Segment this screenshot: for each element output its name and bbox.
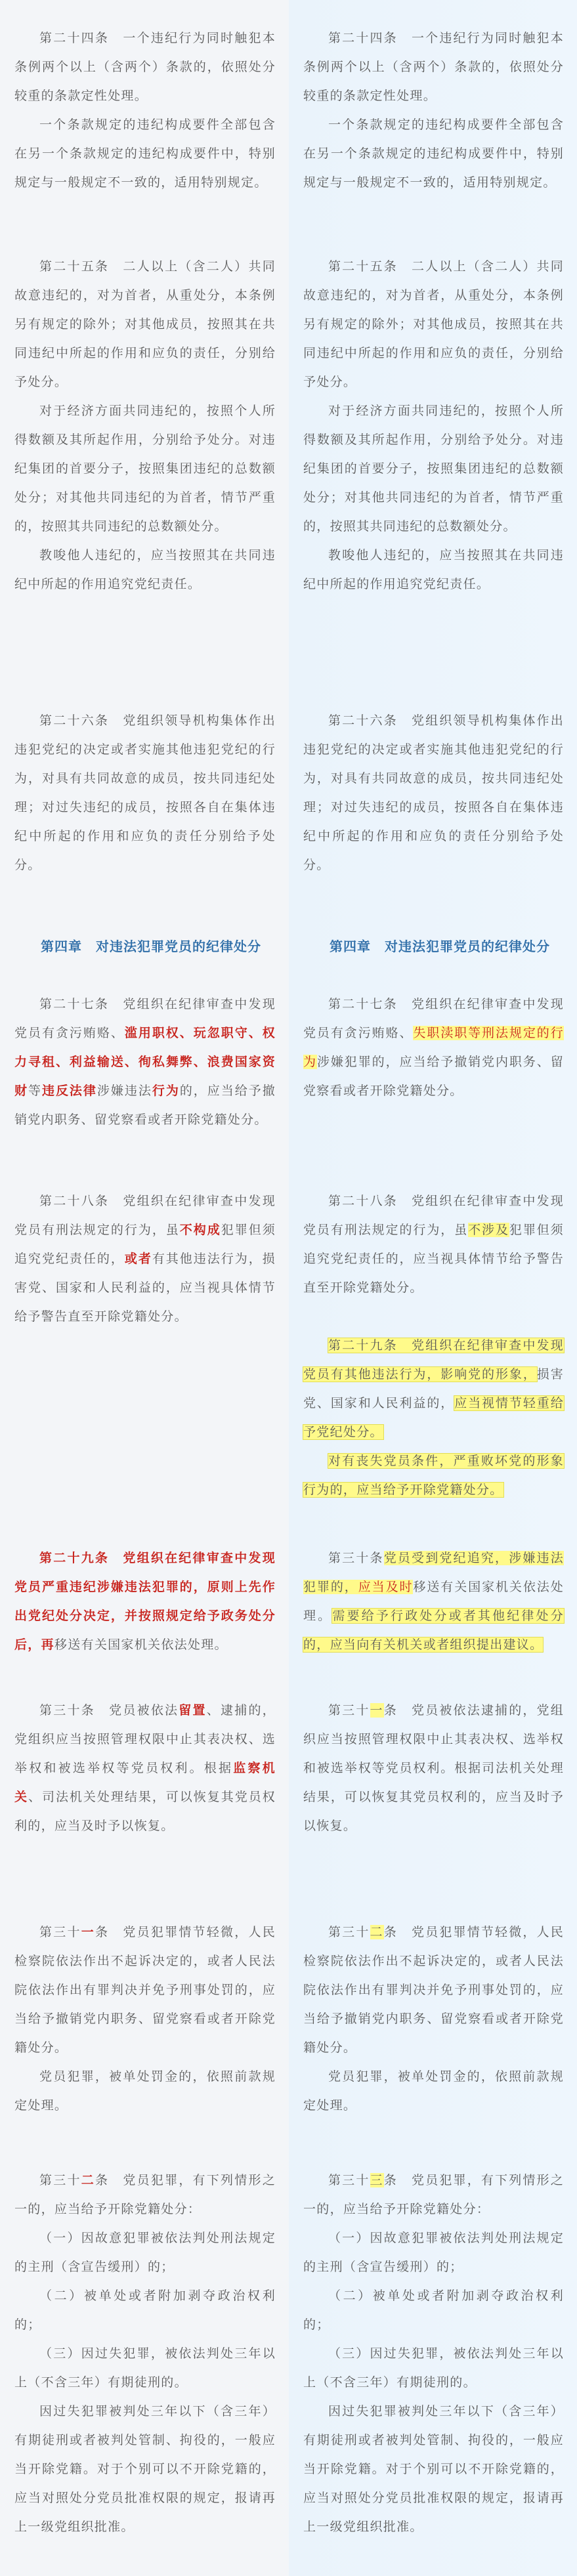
paragraph: 第二十四条 一个违纪行为同时触犯本条例两个以上（含两个）条款的，依照处分较重的条款定性处理。: [303, 31, 564, 103]
article-29: [14, 1544, 276, 1659]
chapter-4-heading-block: [303, 932, 564, 961]
article-32: [303, 1918, 564, 2120]
paragraph: 教唆他人违纪的，应当按照其在共同违纪中所起的作用追究党纪责任。: [14, 548, 276, 591]
paragraph: [303, 1918, 564, 2062]
highlighted-text: 需要给予行政处分或者其他纪律处分的，应当向有关机关或者组织提出建议。: [303, 1609, 564, 1652]
article-29: [303, 1331, 564, 1504]
text-run: 条 党员犯罪，有下列情形之一的，应当给予开除党籍处分：: [303, 2173, 564, 2216]
article-30: [303, 1544, 564, 1659]
highlighted-text: 应当及时: [358, 1580, 414, 1594]
article-33: [303, 2166, 564, 2541]
paragraph: 一个条款规定的违纪构成要件全部包含在另一个条款规定的违纪构成要件中，特别规定与一般规定不一致的，适用特别规定。: [14, 117, 276, 190]
added-text: 不构成: [179, 1223, 221, 1237]
changed-number: 一: [81, 1925, 95, 1939]
paragraph: 教唆他人违纪的，应当按照其在共同违纪中所起的作用追究党纪责任。: [303, 548, 564, 591]
article-28: [14, 1187, 276, 1331]
paragraph: 第二十四条 一个违纪行为同时触犯本条例两个以上（含两个）条款的，依照处分较重的条款定性处理。: [14, 31, 276, 103]
highlighted-text: 第二十九条 党组织在纪律审查中发现党员有其他违法行为，影响党的形象，: [303, 1338, 564, 1382]
paragraph: [303, 2166, 564, 2224]
article-28: [303, 1187, 564, 1302]
added-text: 滥用职权、玩忽职守、权力寻租、利益输送、徇私舞弊、浪费国家资财: [14, 1026, 276, 1098]
paragraph: 因过失犯罪被判处三年以下（含三年）有期徒刑或者被判处管制、拘役的，一般应当开除党籍。对于个别可以不开除党籍的，应当对照处分党员批准权限的规定，报请再上一级党组织批准。: [303, 2404, 564, 2534]
list-item: （一）因故意犯罪被依法判处刑法规定的主刑（含宣告缓刑）的；: [14, 2231, 276, 2274]
paragraph: [14, 1187, 276, 1331]
text-run: 第三十: [328, 1925, 370, 1939]
paragraph: 因过失犯罪被判处三年以下（含三年）有期徒刑或者被判处管制、拘役的，一般应当开除党籍。对于个别可以不开除党籍的，应当对照处分党员批准权限的规定，报请再上一级党组织批准。: [14, 2404, 276, 2534]
right-column: [289, 0, 577, 2576]
paragraph: [303, 1331, 564, 1446]
added-text: 行为: [152, 1084, 180, 1098]
paragraph: [303, 1544, 564, 1659]
highlighted-text: 应当视情节轻重给予党纪处分。: [303, 1396, 564, 1439]
text-run: 第三十: [39, 2173, 81, 2187]
text-run: 移送有关国家机关依法处理。: [54, 1637, 228, 1652]
paragraph: [303, 1696, 564, 1840]
chapter-4-heading-block: [14, 932, 276, 961]
text-run: 有其他违法行为，损害党、国家和人民利益的，应当视具体情节给予警告直至开除党籍处分。: [14, 1252, 276, 1324]
text-run: 第二十七条 党组织在纪律审查中发现党员有贪污贿赂、: [14, 997, 276, 1040]
list-item: （二）被单处或者附加剥夺政治权利的；: [303, 2289, 564, 2332]
text-run: 犯罪但须追究党纪责任的，: [14, 1223, 276, 1266]
text-run: 第二十八条 党组织在纪律审查中发现党员有刑法规定的行为，虽: [303, 1194, 564, 1237]
text-run: 涉嫌犯罪的，应当给予撤销党内职务、留党察看或者开除党籍处分。: [303, 1055, 564, 1098]
paragraph: 对于经济方面共同违纪的，按照个人所得数额及其所起作用，分别给予处分。对违纪集团的首要分子，按照集团违纪的总数额处分；对其他共同违纪的为首者，情节严重的，按照其共同违纪的总数额处分。: [303, 404, 564, 534]
article-31: [14, 1918, 276, 2120]
paragraph: 党员犯罪，被单处罚金的，依照前款规定处理。: [14, 2069, 276, 2113]
changed-number: 二: [370, 1925, 384, 1939]
highlighted-text: 不涉及: [468, 1223, 509, 1237]
paragraph: 第二十六条 党组织领导机构集体作出违犯党纪的决定或者实施其他违犯党纪的行为，对具有共同故意的成员，按共同违纪处理；对过失违纪的成员，按照各自在集体违纪中所起的作用和应负的责任分别给予处分。: [14, 713, 276, 872]
list-item: （三）因过失犯罪，被依法判处三年以上（不含三年）有期徒刑的。: [14, 2346, 276, 2390]
text-run: 第二十八条 党组织在纪律审查中发现党员有刑法规定的行为，虽: [14, 1194, 276, 1237]
article-32: [14, 2166, 276, 2541]
paragraph: [303, 990, 564, 1105]
article-31: [303, 1696, 564, 1840]
text-run: 等: [28, 1084, 42, 1098]
paragraph: 对于经济方面共同违纪的，按照个人所得数额及其所起作用，分别给予处分。对违纪集团的首要分子，按照集团违纪的总数额处分；对其他共同违纪的为首者，情节严重的，按照其共同违纪的总数额处分。: [14, 404, 276, 534]
paragraph: [303, 1187, 564, 1302]
text-run: 条 党员犯罪情节轻微，人民检察院依法作出不起诉决定的，或者人民法院依法作出有罪判决并免予刑事处罚的，应当给予撤销党内职务、留党察看或者开除党籍处分。: [14, 1925, 276, 2055]
text-run: 第二十七条 党组织在纪律审查中发现党员有贪污贿赂、: [303, 997, 564, 1040]
text-run: 第三十条 党员被依法: [39, 1703, 179, 1718]
text-run: 损害党、国家和人民利益的，: [303, 1367, 564, 1410]
highlighted-text: 党员受到党纪追究，涉嫌违法犯罪的，: [303, 1551, 565, 1594]
text-run: 、逮捕的，党组织应当按照管理权限中止其表决权、选举权和被选举权等党员权利。根据: [14, 1703, 276, 1775]
added-text: 监察机关: [14, 1761, 276, 1804]
article-25: [303, 252, 564, 599]
article-25: [14, 252, 276, 599]
added-text: 第二十九条 党组织在纪律审查中发现党员严重违纪涉嫌违法犯罪的，原则上先作出党纪处分决定，并按照规定给予政务处分后，: [14, 1551, 276, 1652]
paragraph: [14, 2166, 276, 2224]
paragraph: 一个条款规定的违纪构成要件全部包含在另一个条款规定的违纪构成要件中，特别规定与一般规定不一致的，适用特别规定。: [303, 117, 564, 190]
paragraph: [14, 1696, 276, 1840]
paragraph: 第二十五条 二人以上（含二人）共同故意违纪的，对为首者，从重处分，本条例另有规定的除外；对其他成员，按照其在共同违纪中所起的作用和应负的责任，分别给予处分。: [14, 259, 276, 389]
text-run: 犯罪但须追究党纪责任的，应当视具体情节给予警告直至开除党籍处分。: [303, 1223, 564, 1295]
article-24: [14, 24, 276, 197]
changed-number: 一: [370, 1703, 384, 1718]
highlighted-text: 失职渎职等刑法规定的行为: [303, 1026, 564, 1069]
list-item: （三）因过失犯罪，被依法判处三年以上（不含三年）有期徒刑的。: [303, 2346, 564, 2390]
paragraph: 第二十六条 党组织领导机构集体作出违犯党纪的决定或者实施其他违犯党纪的行为，对具有共同故意的成员，按共同违纪处理；对过失违纪的成员，按照各自在集体违纪中所起的作用和应负的责任分别给予处分。: [303, 713, 564, 872]
text-run: 条 党员犯罪，有下列情形之一的，应当给予开除党籍处分：: [14, 2173, 276, 2216]
article-24: [303, 24, 564, 197]
changed-number: 三: [370, 2173, 384, 2187]
text-run: 移送有关国家机关依法处理。: [303, 1580, 565, 1623]
chapter-heading: 第四章 对违法犯罪党员的纪律处分: [330, 939, 550, 954]
article-27: [303, 990, 564, 1105]
added-text: 再: [41, 1637, 54, 1652]
added-text: 或者: [124, 1252, 152, 1266]
text-run: 第三十: [328, 1703, 370, 1718]
article-26: [303, 706, 564, 879]
article-27: [14, 990, 276, 1134]
text-run: 、司法机关处理结果，可以恢复其党员权利的，应当及时予以恢复。: [14, 1790, 276, 1833]
text-run: 条 党员被依法逮捕的，党组织应当按照管理权限中止其表决权、选举权和被选举权等党员权利。根据司法机关处理结果，可以恢复其党员权利的，应当及时予以恢复。: [303, 1703, 564, 1833]
text-run: 第三十条: [328, 1551, 384, 1565]
article-26: [14, 706, 276, 879]
chapter-heading: 第四章 对违法犯罪党员的纪律处分: [41, 939, 261, 954]
paragraph: [14, 1918, 276, 2062]
paragraph: [303, 1446, 564, 1504]
text-run: 第三十: [39, 1925, 81, 1939]
paragraph: [14, 990, 276, 1134]
paragraph: [14, 1544, 276, 1659]
text-run: 条 党员犯罪情节轻微，人民检察院依法作出不起诉决定的，或者人民法院依法作出有罪判决并免予刑事处罚的，应当给予撤销党内职务、留党察看或者开除党籍处分。: [303, 1925, 564, 2055]
changed-number: 二: [81, 2173, 95, 2187]
added-text: 违反法律: [41, 1084, 97, 1098]
paragraph: 党员犯罪，被单处罚金的，依照前款规定处理。: [303, 2069, 564, 2113]
text-run: 第三十: [328, 2173, 370, 2187]
list-item: （二）被单处或者附加剥夺政治权利的；: [14, 2289, 276, 2332]
highlighted-text: 对有丧失党员条件，严重败坏党的形象行为的，应当给予开除党籍处分。: [303, 1454, 564, 1497]
added-text: 留置: [179, 1703, 207, 1718]
list-item: （一）因故意犯罪被依法判处刑法规定的主刑（含宣告缓刑）的；: [303, 2231, 564, 2274]
paragraph: 第二十五条 二人以上（含二人）共同故意违纪的，对为首者，从重处分，本条例另有规定的除外；对其他成员，按照其在共同违纪中所起的作用和应负的责任，分别给予处分。: [303, 259, 564, 389]
text-run: 的，应当给予撤销党内职务、留党察看或者开除党籍处分。: [14, 1084, 276, 1127]
text-run: 涉嫌违法: [96, 1084, 152, 1098]
article-30: [14, 1696, 276, 1840]
